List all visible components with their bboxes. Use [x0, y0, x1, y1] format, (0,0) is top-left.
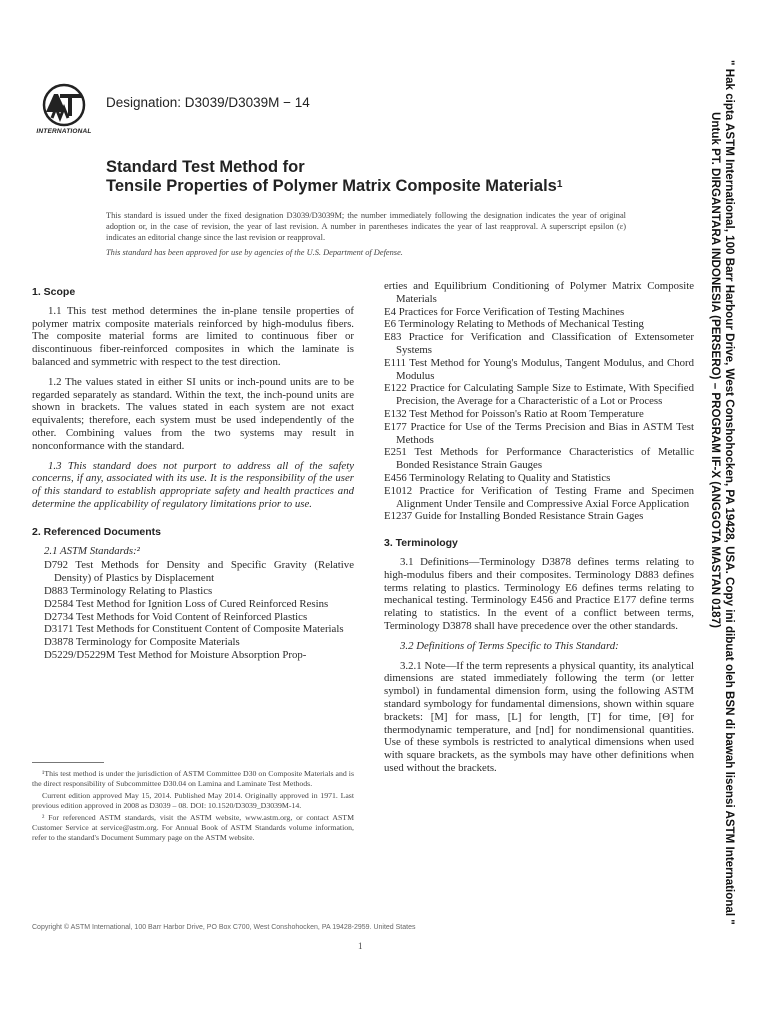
- astm-logo: [32, 82, 96, 138]
- title-footnote-mark: 1: [556, 179, 563, 190]
- para-3-2: 3.2 Definitions of Terms Specific to This Standard:: [400, 639, 619, 652]
- references-heading: 2. Referenced Documents: [32, 525, 161, 538]
- reference-item: E111 Test Method for Young's Modulus, Tangent Modulus, and Chord Modulus: [384, 356, 694, 382]
- logo-wordmark: INTERNATIONAL: [36, 128, 92, 135]
- license-stamp-line-2: Untuk PT. DIRGANTARA INDONESIA (PERSERO) – PROGRAM IF-X (ANGGOTA MASTAN 0187): [709, 112, 722, 628]
- document-title: [106, 158, 606, 196]
- reference-item: E132 Test Method for Poisson's Ratio at Room Temperature: [384, 407, 644, 420]
- astm-standards-subheading: 2.1 ASTM Standards:²: [44, 544, 140, 557]
- page-number: 1: [358, 941, 363, 951]
- reference-item: D792 Test Methods for Density and Specific Gravity (Relative Density) of Plastics by Displacement: [44, 559, 354, 585]
- footnote-rule: [32, 762, 104, 763]
- reference-item: D5229/D5229M Test Method for Moisture Absorption Prop-: [44, 648, 307, 661]
- reference-item: D2584 Test Method for Ignition Loss of Cured Reinforced Resins: [44, 597, 329, 610]
- reference-item: D883 Terminology Relating to Plastics: [44, 584, 213, 597]
- para-3-1: 3.1 Definitions—Terminology D3878 defines terms relating to high-modulus fibers and their composites. Terminology D883 defines terms relating to plastics. Terminology E6 defines terms relating to mechanical testing. Terminology E456 and Practice E177 define terms relating to statistics. In the event of a conflict between terms, Terminology D3878 shall have precedence over the other standards.: [384, 555, 694, 632]
- footnote-1-edition: Current edition approved May 15, 2014. Published May 2014. Originally approved in 1971. Last previous edition approved in 2008 as D3039 – 08. DOI: 10.1520/D3039_D3039M-14.: [32, 791, 354, 810]
- para-1-1: 1.1 This test method determines the in-plane tensile properties of polymer matrix composite materials reinforced by high-modulus fibers. The composite material forms are limited to continuous fiber or discontinuous fiber-reinforced composites in which the laminate is balanced and symmetric with respect to the test direction.: [32, 304, 354, 368]
- footnote-1: ¹This test method is under the jurisdiction of ASTM Committee D30 on Composite Materials and is the direct responsibility of Subcommittee D30.04 on Lamina and Laminate Test Methods.: [32, 769, 354, 788]
- title-line-2-text: Tensile Properties of Polymer Matrix Composite Materials: [106, 177, 557, 195]
- astm-logo-icon: [32, 82, 96, 128]
- reference-item: E6 Terminology Relating to Methods of Mechanical Testing: [384, 318, 644, 331]
- license-stamp: [708, 60, 736, 940]
- copyright-line: Copyright © ASTM International, 100 Barr Harbor Drive, PO Box C700, West Conshohocken, PA 19428-2959. United States: [32, 924, 416, 931]
- reference-item: D3171 Test Methods for Constituent Content of Composite Materials: [44, 623, 344, 636]
- scope-heading: 1. Scope: [32, 286, 76, 298]
- para-1-3: 1.3 This standard does not purport to address all of the safety concerns, if any, associated with its use. It is the responsibility of the user of this standard to establish appropriate safety and health practices and determine the applicability of regulatory limitations prior to use.: [32, 459, 354, 510]
- para-1-2: 1.2 The values stated in either SI units or inch-pound units are to be regarded separately as standard. Within the text, the inch-pound units are shown in brackets. The values stated in each system are not exact equivalents; therefore, each system must be used independently of the other. Combining values from the two systems may result in nonconformance with the standard.: [32, 375, 354, 452]
- title-line-1: Standard Test Method for: [106, 158, 305, 176]
- reference-item: D2734 Test Methods for Void Content of Reinforced Plastics: [44, 610, 308, 623]
- para-3-2-1: 3.2.1 Note—If the term represents a physical quantity, its analytical dimensions are stated immediately following the term (or letter symbol) in fundamental dimension form, using the following ASTM standard symbology for fundamental dimensions, shown within square brackets: [M] for mass, [L] for length, [T] for time, [Θ] for thermodynamic temperature, and [nd] for nondimensional quantities. Use of these symbols is restricted to analytical dimensions when used with square brackets, as the symbols may have other definitions when used without the brackets.: [384, 659, 694, 774]
- designation: Designation: D3039/D3039M − 14: [106, 95, 310, 110]
- title-line-2: [106, 177, 606, 196]
- footnotes: [32, 769, 354, 845]
- reference-item: E4 Practices for Force Verification of Testing Machines: [384, 305, 625, 318]
- reference-item: E1237 Guide for Installing Bonded Resistance Strain Gages: [384, 510, 644, 523]
- terminology-heading: 3. Terminology: [384, 537, 458, 550]
- footnote-2: ² For referenced ASTM standards, visit the ASTM website, www.astm.org, or contact ASTM Customer Service at service@astm.org. For Annual Book of ASTM Standards volume information, refer to the standard's Document Summary page on the ASTM website.: [32, 813, 354, 842]
- issuance-note: This standard is issued under the fixed designation D3039/D3039M; the number immediately following the designation indicates the year of original adoption or, in the case of revision, the year of last revision. A number in parentheses indicates the year of last reapproval. A superscript epsilon (ε) indicates an editorial change since the last revision or reapproval.: [106, 211, 626, 242]
- reference-item: E177 Practice for Use of the Terms Precision and Bias in ASTM Test Methods: [384, 420, 694, 446]
- reference-item: E83 Practice for Verification and Classification of Extensometer Systems: [384, 331, 694, 356]
- reference-item: E1012 Practice for Verification of Testing Frame and Specimen Alignment Under Tensile and Compressive Axial Force Application: [384, 484, 694, 510]
- reference-item: erties and Equilibrium Conditioning of Polymer Matrix Composite Materials: [384, 280, 694, 305]
- left-column: [32, 286, 354, 662]
- right-column: [384, 280, 694, 782]
- reference-item: D3878 Terminology for Composite Materials: [44, 636, 240, 649]
- reference-item: E456 Terminology Relating to Quality and Statistics: [384, 471, 611, 484]
- reference-item: E122 Practice for Calculating Sample Size to Estimate, With Specified Precision, the Average for a Characteristic of a Lot or Process: [384, 382, 694, 408]
- approval-note: This standard has been approved for use by agencies of the U.S. Department of Defense.: [106, 248, 403, 257]
- license-stamp-line-1: " Hak cipta ASTM International, 100 Barr Harbour Drive, West Conshohocken, PA 19428, USA. Copy ini dibuat oleh BSN di bawah lisensi ASTM International ": [723, 60, 736, 925]
- reference-item: E251 Test Methods for Performance Characteristics of Metallic Bonded Resistance Strain Gauges: [384, 446, 694, 472]
